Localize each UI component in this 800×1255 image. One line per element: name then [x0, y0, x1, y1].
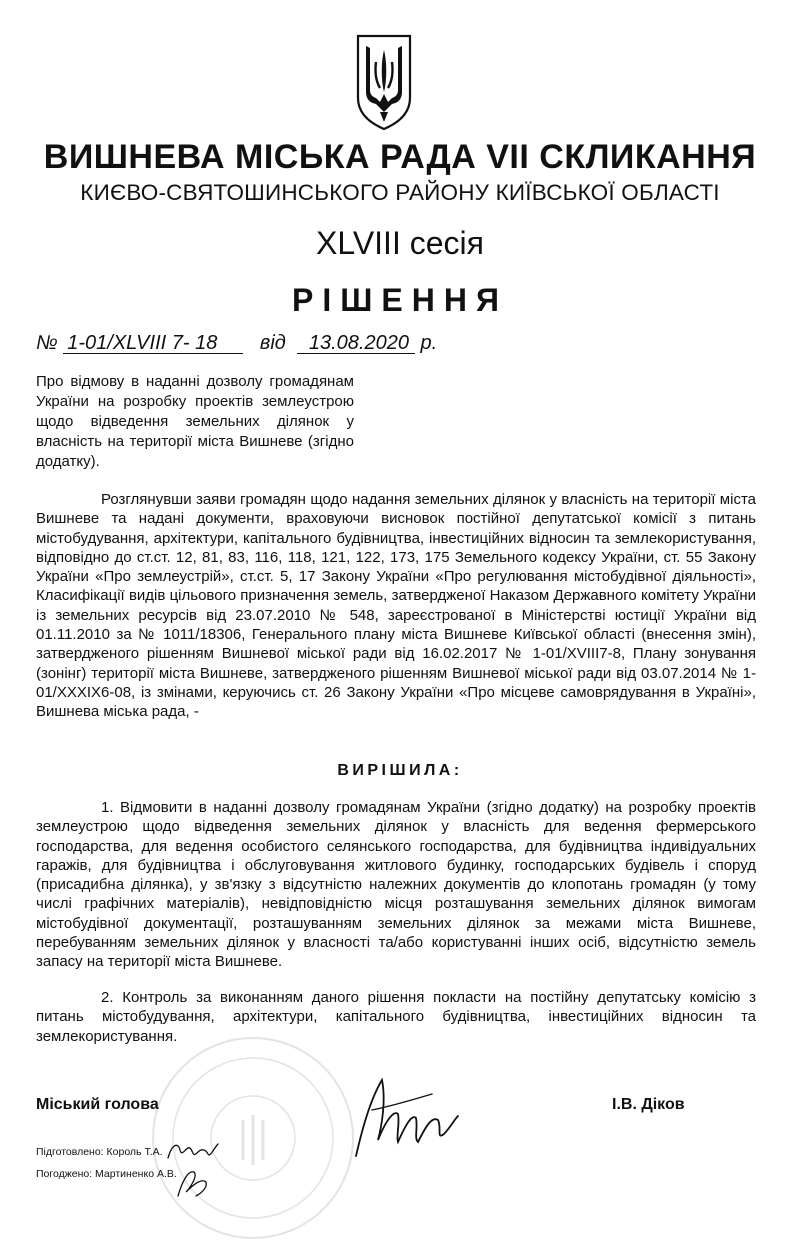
date-suffix: р.: [420, 332, 438, 354]
mayor-signature: [352, 1070, 460, 1162]
prepared-by: Підготовлено: Король Т.А.: [36, 1146, 163, 1158]
decision-date: 13.08.2020: [297, 333, 415, 354]
agreed-by: Погоджено: Мартиненко А.В.: [36, 1168, 177, 1180]
council-district: КИЄВО-СВЯТОШИНСЬКОГО РАЙОНУ КИЇВСЬКОЇ ОБЛАСТІ: [80, 180, 720, 205]
decision-subject: Про відмову в наданні дозволу громадянам України на розробку проектів землеустрою щодо відведення земельних ділянок у власність на території міста Вишневе (згідно додатку).: [36, 373, 354, 470]
document-type-title: РІШЕННЯ: [292, 282, 508, 318]
session-title: XLVIII сесія: [316, 225, 484, 261]
decision-number-line: [36, 332, 437, 355]
approver-signature: [172, 1166, 212, 1200]
preamble-paragraph: Розглянувши заяви громадян щодо надання земельних ділянок у власність на території міста Вишневе та надані документи, враховуючи висновок постійної депутатської комісії з питань містобудування, архітектури, капітального будівництва, інвестиційних відносин та землекористування, відповідно до ст.ст. 12, 81, 83, 116, 118, 121, 122, 173, 175 Земельного кодексу України, ст. 55 Закону України «Про землеустрій», ст.ст. 5, 17 Закону України «Про регулювання містобудівної діяльності», Класифікації видів цільового призначення земель, затвердженої Наказом Державного комітету України із земельних ресурсів від 23.07.2010 № 548, зареєстрованої в Міністерстві юстиції України від 01.11.2010 за № 1011/18306, Генерального плану міста Вишневе Київської області (внесення змін), затвердженого рішенням Вишневої міської ради від 16.02.2017 № 1-01/XVIII7-8, Плану зонування (зонінг) території міста Вишневе, затвердженого рішенням Вишневої міської ради від 03.07.2014 № 1-01/XXXIX6-08, із змінами, керуючись ст. 26 Закону України «Про місцеве самоврядування в Україні», Вишнева міська рада, -: [36, 491, 756, 721]
council-name: ВИШНЕВА МІСЬКА РАДА VII СКЛИКАННЯ: [43, 138, 757, 176]
number-prefix: №: [36, 332, 58, 354]
decision-item-1: 1. Відмовити в наданні дозволу громадянам України (згідно додатку) на розробку проектів землеустрою щодо відведення земельних ділянок у власність для ведення фермерського господарства, для ведення особистого селянського господарства, для будівництва індивідуальних гаражів, для будівництва і обслуговування житлового будинку, господарських будівель і споруд (присадибна ділянка), у зв'язку з відсутністю належних документів до клопотань громадян (у тому числі графічних матеріалів), невідповідністю місця розташування земельних ділянок вимогам містобудівної документації, розташуванням земельних ділянок за межами міста Вишневе, перебуванням земельних ділянок у власності та/або користуванні інших осіб, відсутністю земель запасу на території міста Вишневе.: [36, 799, 756, 971]
date-prefix: від: [259, 332, 286, 354]
resolved-heading: ВИРІШИЛА:: [337, 762, 463, 779]
preparer-signature: [164, 1138, 220, 1164]
decision-item-2: 2. Контроль за виконанням даного рішення покласти на постійну депутатську комісію з питань містобудування, архітектури, капітального будівництва, інвестиційних відносин та землекористування.: [36, 989, 756, 1045]
mayor-name: І.В. Діков: [612, 1096, 685, 1113]
mayor-title: Міський голова: [36, 1096, 159, 1113]
trident-emblem-icon: [354, 32, 414, 132]
decision-number: 1-01/XLVIII 7- 18: [63, 333, 243, 354]
